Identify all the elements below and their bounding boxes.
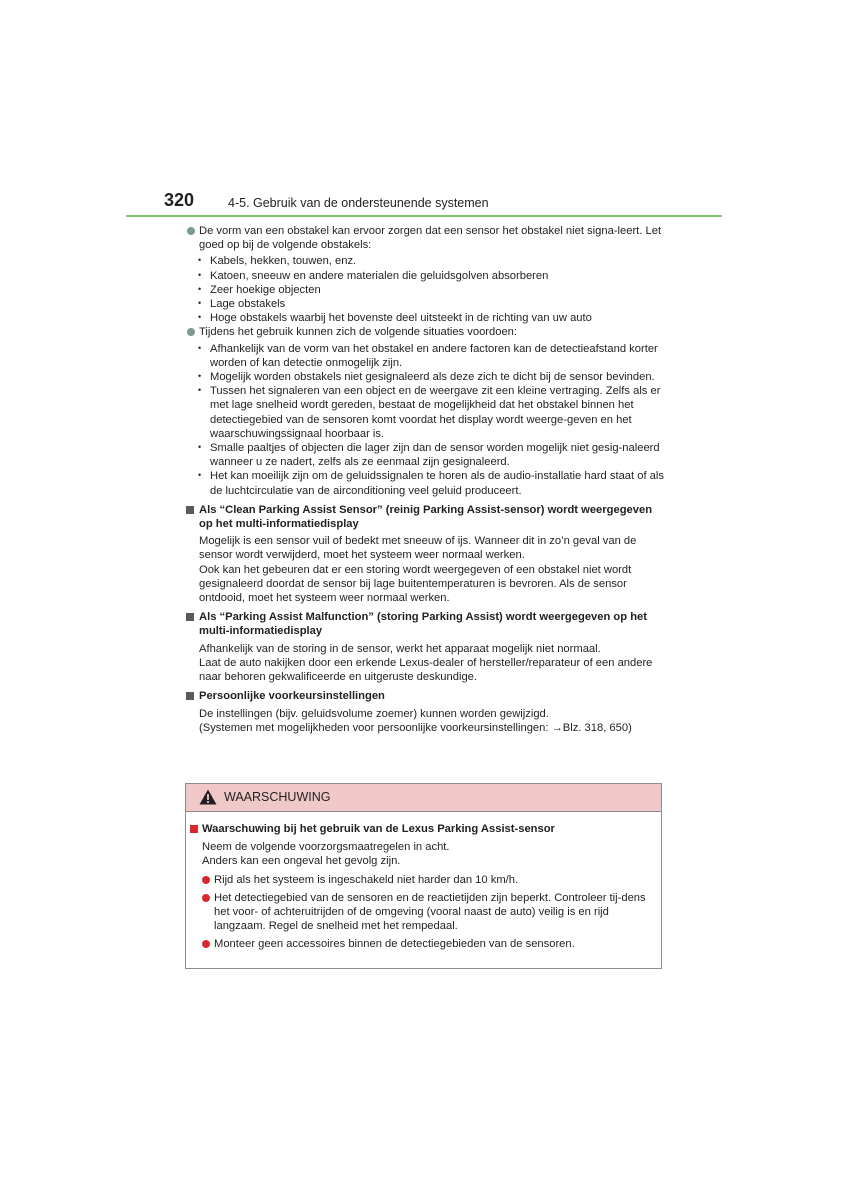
square-bullet-icon [186, 613, 194, 621]
list-item [186, 325, 664, 339]
section-heading [186, 503, 664, 531]
list-item-text: De vorm van een obstakel kan ervoor zorgen dat een sensor het obstakel niet signa-leert. Let goed op bij de volgende obstakels: [199, 225, 662, 252]
sub-list-item: • Tussen het signaleren van een object en de weergave zit een kleine vertraging. Zelfs als er met lage snelheid wordt gereden, bestaat de mogelijkheid dat het obstakel binnen het detectiegebied van de sensoren komt voordat het display wordt weerge-geven en het waarschuwingssignaal hoorbaar is. [186, 384, 664, 441]
red-dot-icon [202, 894, 210, 902]
list-item [186, 224, 664, 252]
red-square-icon [190, 825, 198, 833]
paragraph: Afhankelijk van de storing in de sensor, werkt het apparaat mogelijk niet normaal. [199, 642, 601, 655]
red-dot-icon [202, 876, 210, 884]
section-title: 4-5. Gebruik van de ondersteunende systemen [228, 196, 489, 210]
paragraph: Neem de volgende voorzorgsmaatregelen in acht. [202, 841, 450, 854]
square-bullet-icon [186, 692, 194, 700]
warning-title: WAARSCHUWING [224, 790, 331, 804]
warning-item-text: Het detectiegebied van de sensoren en de reactietijden zijn beperkt. Controleer tij-dens het voor- of achteruitrijden of de omgeving (vooral naast de auto) veilig is en rijd langzaam. Regel de snelheid met het rempedaal. [214, 891, 646, 933]
sub-list-item: • Afhankelijk van de vorm van het obstakel en andere factoren kan de detectieafstand korter worden of kan detectie onmogelijk zijn. [186, 342, 664, 370]
sub-list-item: • Smalle paaltjes of objecten die lager zijn dan de sensor worden mogelijk niet gesig-naleerd wanneer u ze nadert, zelfs als ze eenmaal zijn gesignaleerd. [186, 441, 664, 469]
sub-list-item: • Het kan moeilijk zijn om de geluidssignalen te horen als de audio-installatie hard staat of als de luchtcirculatie van de airconditioning veel geluid produceert. [186, 469, 664, 497]
square-bullet-icon [186, 506, 194, 514]
section-heading [186, 610, 664, 638]
section-body [186, 642, 664, 685]
warning-box [185, 783, 662, 969]
section-body [186, 707, 664, 735]
warning-item-text: Rijd als het systeem is ingeschakeld niet harder dan 10 km/h. [214, 873, 519, 886]
sub-list-item: • Katoen, sneeuw en andere materialen die geluidsgolven absorberen [186, 269, 664, 283]
warning-intro [190, 840, 651, 868]
warning-item [190, 937, 651, 951]
sub-list [186, 254, 664, 325]
warning-heading [190, 822, 651, 836]
warning-triangle-icon [199, 789, 217, 805]
bullet-dot-icon [187, 328, 195, 336]
sub-list-item: • Lage obstakels [186, 297, 664, 311]
bullet-dot-icon [187, 227, 195, 235]
paragraph: Ook kan het gebeuren dat er een storing wordt weergegeven of een obstakel niet wordt gesignaleerd doordat de sensor bij lage buitentemperaturen is bevroren. Als de sensor ontdooid, moet het systeem weer normaal werken. [199, 563, 632, 605]
sub-list-item: • Zeer hoekige objecten [186, 283, 664, 297]
section-heading-text: Als “Parking Assist Malfunction” (storing Parking Assist) wordt weergegeven op het multi-informatiedisplay [199, 611, 647, 638]
warning-item [190, 873, 651, 887]
paragraph: De instellingen (bijv. geluidsvolume zoemer) kunnen worden gewijzigd. [199, 707, 549, 720]
main-content [186, 224, 664, 735]
paragraph: Anders kan een ongeval het gevolg zijn. [202, 855, 401, 868]
section-heading-text: Persoonlijke voorkeursinstellingen [199, 690, 385, 703]
warning-body [186, 812, 661, 952]
section-body [186, 534, 664, 605]
section-heading [186, 689, 664, 703]
sub-list-item: • Hoge obstakels waarbij het bovenste deel uitsteekt in de richting van uw auto [186, 311, 664, 325]
section-heading-text: Als “Clean Parking Assist Sensor” (reinig Parking Assist-sensor) wordt weergegeven op het multi-informatiedisplay [199, 503, 653, 531]
paragraph: (Systemen met mogelijkheden voor persoonlijke voorkeursinstellingen: →Blz. 318, 650) [199, 721, 632, 734]
warning-item [190, 891, 651, 934]
paragraph: Laat de auto nakijken door een erkende Lexus-dealer of hersteller/reparateur of een andere naar behoren gekwalificeerde en uitgeruste deskundige. [199, 656, 653, 684]
sub-list [186, 342, 664, 498]
warning-heading-text: Waarschuwing bij het gebruik van de Lexus Parking Assist-sensor [202, 823, 555, 835]
list-item-text: Tijdens het gebruik kunnen zich de volgende situaties voordoen: [199, 326, 518, 339]
header-divider [126, 215, 722, 217]
red-dot-icon [202, 940, 210, 948]
warning-item-text: Monteer geen accessoires binnen de detectiegebieden van de sensoren. [214, 938, 575, 951]
sub-list-item: • Mogelijk worden obstakels niet gesignaleerd als deze zich te dicht bij de sensor bevinden. [186, 370, 664, 384]
paragraph: Mogelijk is een sensor vuil of bedekt met sneeuw of ijs. Wanneer dit in zo’n geval van de sensor wordt verwijderd, moet het systeem weer normaal werken. [199, 535, 637, 562]
page-number: 320 [164, 190, 195, 210]
warning-header [186, 784, 661, 812]
sub-list-item: • Kabels, hekken, touwen, enz. [186, 254, 664, 268]
